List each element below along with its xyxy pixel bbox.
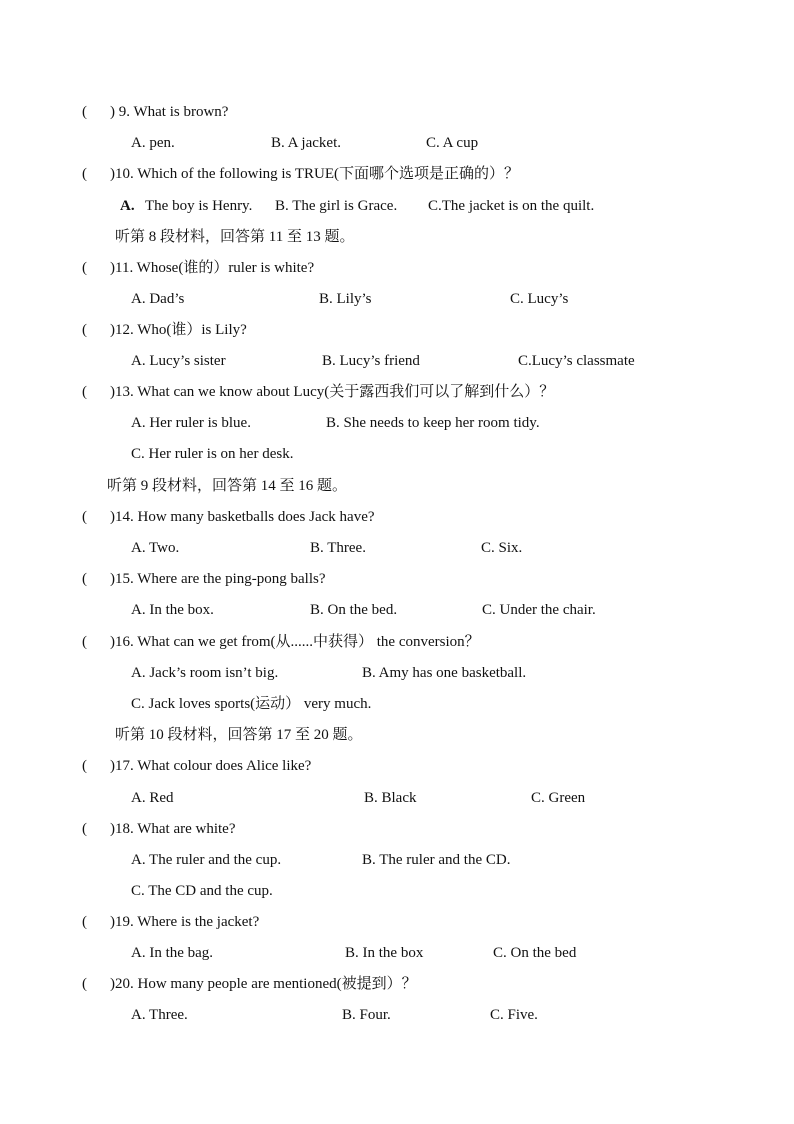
- question-9: [0, 101, 794, 123]
- question-12: [0, 319, 794, 341]
- option-c: C. Six.: [481, 540, 523, 556]
- question-13-options-2: [0, 443, 794, 465]
- question-stem: )16. What can we get from(从......中获得） the conversion？: [110, 634, 480, 650]
- answer-paren[interactable]: (: [82, 976, 87, 992]
- question-13: [0, 381, 794, 403]
- question-18-options-2: [0, 880, 794, 902]
- question-17-options: [0, 787, 794, 809]
- option-b: B. On the bed.: [310, 602, 398, 618]
- option-a: A. Two.: [131, 540, 180, 556]
- question-16: [0, 631, 794, 653]
- question-12-options: [0, 350, 794, 372]
- question-18: [0, 818, 794, 840]
- question-stem: )12. Who(谁）is Lily?: [110, 322, 247, 338]
- option-a: The boy is Henry.: [145, 198, 253, 214]
- section-instruction: 听第 10 段材料，回答第 17 至 20 题。: [115, 727, 363, 743]
- option-b: B. Three.: [310, 540, 366, 556]
- question-10-options: [0, 195, 794, 217]
- question-15: [0, 568, 794, 590]
- question-stem: )13. What can we know about Lucy(关于露西我们可以了解到什么）？: [110, 384, 555, 400]
- option-b: B. Lily’s: [319, 291, 372, 307]
- answer-paren[interactable]: (: [82, 821, 87, 837]
- option-a: A. pen.: [131, 135, 175, 151]
- option-b: B. In the box: [345, 945, 424, 961]
- question-18-options: [0, 849, 794, 871]
- section-heading: [0, 475, 794, 497]
- section-instruction: 听第 9 段材料，回答第 14 至 16 题。: [107, 478, 348, 494]
- question-9-options: [0, 132, 794, 154]
- option-b: B. Amy has one basketball.: [362, 665, 527, 681]
- answer-paren[interactable]: (: [82, 104, 87, 120]
- option-c: C. The CD and the cup.: [131, 883, 273, 899]
- question-stem: )19. Where is the jacket?: [110, 914, 260, 930]
- section-heading: [0, 226, 794, 248]
- question-stem: )18. What are white?: [110, 821, 236, 837]
- option-c: C. On the bed: [493, 945, 577, 961]
- option-a: A. Jack’s room isn’t big.: [131, 665, 279, 681]
- option-c: C.Lucy’s classmate: [518, 353, 635, 369]
- option-b: B. Lucy’s friend: [322, 353, 420, 369]
- question-17: [0, 755, 794, 777]
- option-b: B. The girl is Grace.: [275, 198, 398, 214]
- option-a: A. Three.: [131, 1007, 188, 1023]
- option-b: B. She needs to keep her room tidy.: [326, 415, 540, 431]
- option-a: A. In the bag.: [131, 945, 214, 961]
- question-14-options: [0, 537, 794, 559]
- answer-paren[interactable]: (: [82, 914, 87, 930]
- answer-paren[interactable]: (: [82, 322, 87, 338]
- question-11: [0, 257, 794, 279]
- option-a: A. The ruler and the cup.: [131, 852, 282, 868]
- question-20-options: [0, 1004, 794, 1026]
- question-stem: )17. What colour does Alice like?: [110, 758, 312, 774]
- option-c: C. Jack loves sports(运动） very much.: [131, 696, 372, 712]
- option-a: A. In the box.: [131, 602, 214, 618]
- section-heading: [0, 724, 794, 746]
- question-16-options: [0, 662, 794, 684]
- question-19: [0, 911, 794, 933]
- option-c: C. A cup: [426, 135, 479, 151]
- option-c: C. Lucy’s: [510, 291, 569, 307]
- option-c: C.The jacket is on the quilt.: [428, 198, 595, 214]
- answer-paren[interactable]: (: [82, 166, 87, 182]
- option-b: B. Four.: [342, 1007, 391, 1023]
- answer-paren[interactable]: (: [82, 758, 87, 774]
- question-19-options: [0, 942, 794, 964]
- question-16-options-2: [0, 693, 794, 715]
- answer-paren[interactable]: (: [82, 634, 87, 650]
- question-stem: )14. How many basketballs does Jack have?: [110, 509, 375, 525]
- question-11-options: [0, 288, 794, 310]
- question-14: [0, 506, 794, 528]
- option-c: C. Green: [531, 790, 586, 806]
- question-13-options: [0, 412, 794, 434]
- question-20: [0, 973, 794, 995]
- option-a: A. Her ruler is blue.: [131, 415, 251, 431]
- option-a-letter: A.: [120, 198, 135, 214]
- question-10: [0, 163, 794, 185]
- answer-paren[interactable]: (: [82, 509, 87, 525]
- answer-paren[interactable]: (: [82, 260, 87, 276]
- option-a: A. Red: [131, 790, 174, 806]
- option-c: C. Under the chair.: [482, 602, 596, 618]
- question-stem: )15. Where are the ping-pong balls?: [110, 571, 326, 587]
- option-c: C. Her ruler is on her desk.: [131, 446, 294, 462]
- question-stem: )10. Which of the following is TRUE(下面哪个选项是正确的）？: [110, 166, 520, 182]
- option-b: B. Black: [364, 790, 417, 806]
- question-stem: ) 9. What is brown?: [110, 104, 229, 120]
- option-a: A. Dad’s: [131, 291, 185, 307]
- question-stem: )11. Whose(谁的）ruler is white?: [110, 260, 315, 276]
- answer-paren[interactable]: (: [82, 384, 87, 400]
- question-stem: )20. How many people are mentioned(被提到）？: [110, 976, 417, 992]
- option-c: C. Five.: [490, 1007, 538, 1023]
- option-a: A. Lucy’s sister: [131, 353, 226, 369]
- section-instruction: 听第 8 段材料，回答第 11 至 13 题。: [115, 229, 355, 245]
- answer-paren[interactable]: (: [82, 571, 87, 587]
- question-15-options: [0, 599, 794, 621]
- option-b: B. A jacket.: [271, 135, 341, 151]
- option-b: B. The ruler and the CD.: [362, 852, 511, 868]
